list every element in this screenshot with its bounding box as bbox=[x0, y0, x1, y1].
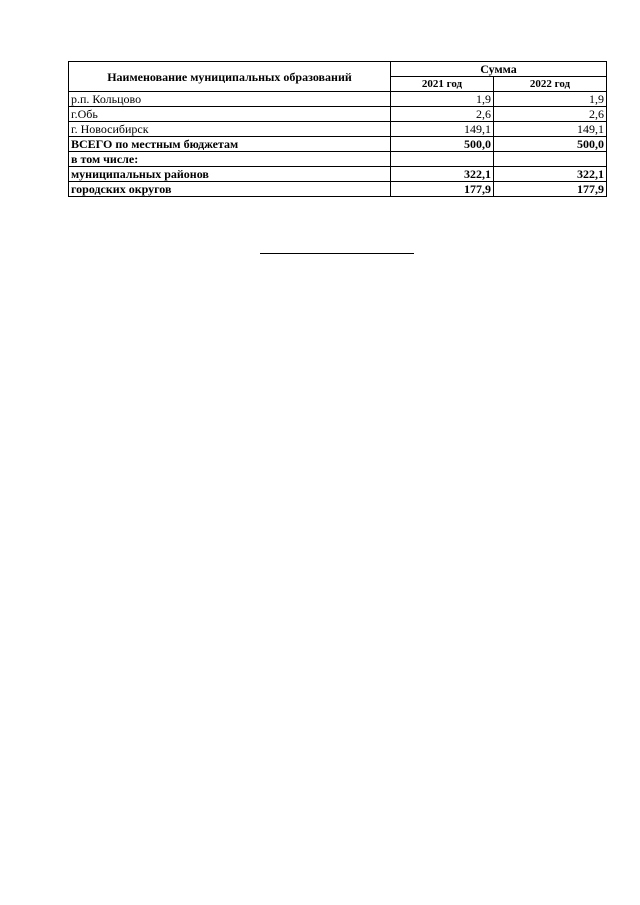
table-row-subtotal bbox=[69, 167, 607, 182]
row-value-2021 bbox=[391, 152, 494, 167]
row-name: г.Обь bbox=[69, 107, 391, 122]
table-row bbox=[69, 122, 607, 137]
row-value-2022: 1,9 bbox=[494, 92, 607, 107]
header-year-2021: 2021 год bbox=[391, 77, 494, 92]
row-value-2021: 500,0 bbox=[391, 137, 494, 152]
row-value-2022: 322,1 bbox=[494, 167, 607, 182]
header-name-column: Наименование муниципальных образований bbox=[69, 62, 391, 92]
row-value-2022: 500,0 bbox=[494, 137, 607, 152]
row-value-2022 bbox=[494, 152, 607, 167]
row-name: в том числе: bbox=[69, 152, 391, 167]
table-body bbox=[69, 92, 607, 197]
table-row bbox=[69, 92, 607, 107]
row-name: ВСЕГО по местным бюджетам bbox=[69, 137, 391, 152]
row-name: р.п. Кольцово bbox=[69, 92, 391, 107]
row-value-2021: 322,1 bbox=[391, 167, 494, 182]
row-value-2021: 2,6 bbox=[391, 107, 494, 122]
table-row-total bbox=[69, 137, 607, 152]
header-sum-column: Сумма bbox=[391, 62, 607, 77]
table-row-including bbox=[69, 152, 607, 167]
row-value-2022: 177,9 bbox=[494, 182, 607, 197]
budget-table bbox=[68, 61, 607, 197]
row-value-2022: 2,6 bbox=[494, 107, 607, 122]
row-value-2021: 1,9 bbox=[391, 92, 494, 107]
end-separator-line bbox=[260, 253, 414, 254]
row-value-2021: 149,1 bbox=[391, 122, 494, 137]
row-name: г. Новосибирск bbox=[69, 122, 391, 137]
table-header-row bbox=[69, 62, 607, 77]
header-year-2022: 2022 год bbox=[494, 77, 607, 92]
table-row-subtotal bbox=[69, 182, 607, 197]
row-name: муниципальных районов bbox=[69, 167, 391, 182]
row-name: городских округов bbox=[69, 182, 391, 197]
row-value-2021: 177,9 bbox=[391, 182, 494, 197]
table-row bbox=[69, 107, 607, 122]
row-value-2022: 149,1 bbox=[494, 122, 607, 137]
